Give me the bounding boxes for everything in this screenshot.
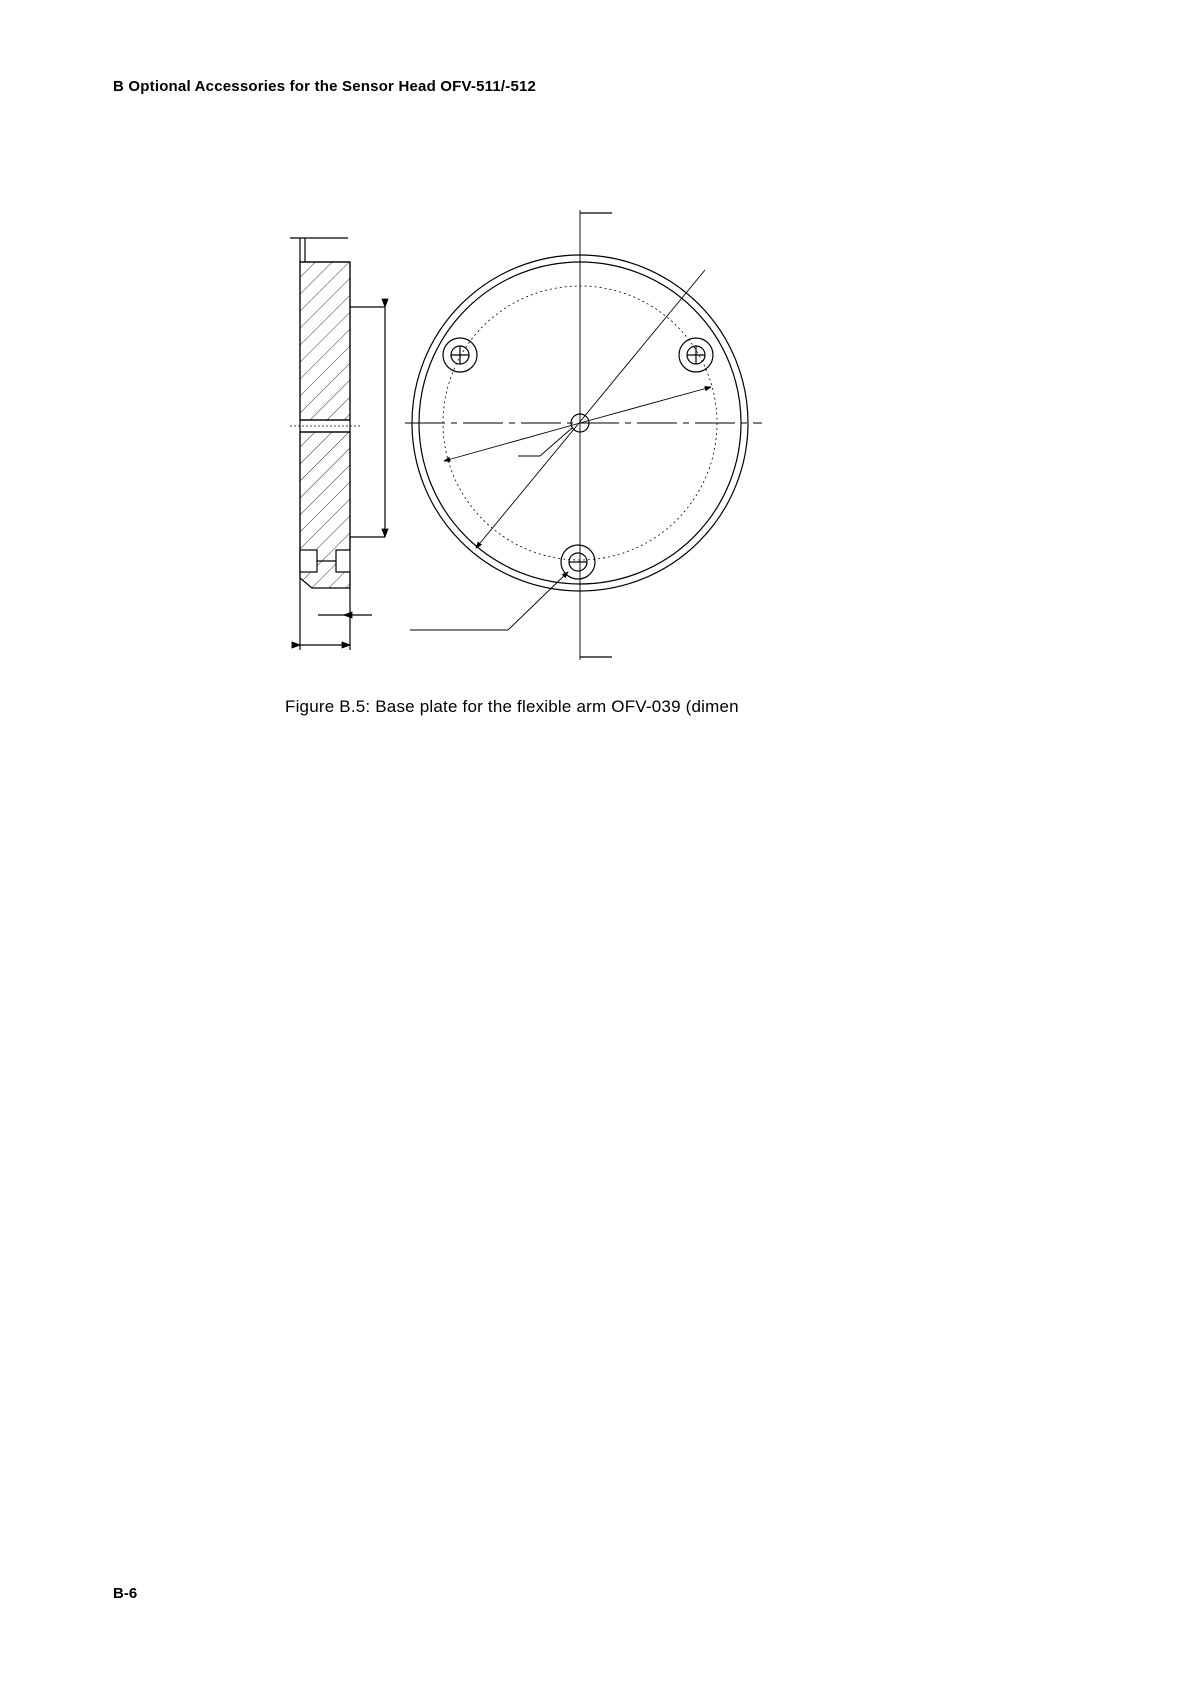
page-header: B Optional Accessories for the Sensor Head OFV-511/-512 [113, 78, 537, 95]
technical-drawing [0, 0, 1190, 680]
mounting-hole-right [679, 338, 713, 372]
page-number: B-6 [113, 1585, 138, 1602]
mounting-hole-left [443, 338, 477, 372]
section-body-upper [300, 262, 350, 420]
figure-caption: Figure B.5: Base plate for the flexible arm OFV-039 (dimen [285, 697, 739, 716]
front-view [405, 210, 762, 660]
counterbore [300, 550, 317, 572]
side-section-view [290, 238, 385, 650]
